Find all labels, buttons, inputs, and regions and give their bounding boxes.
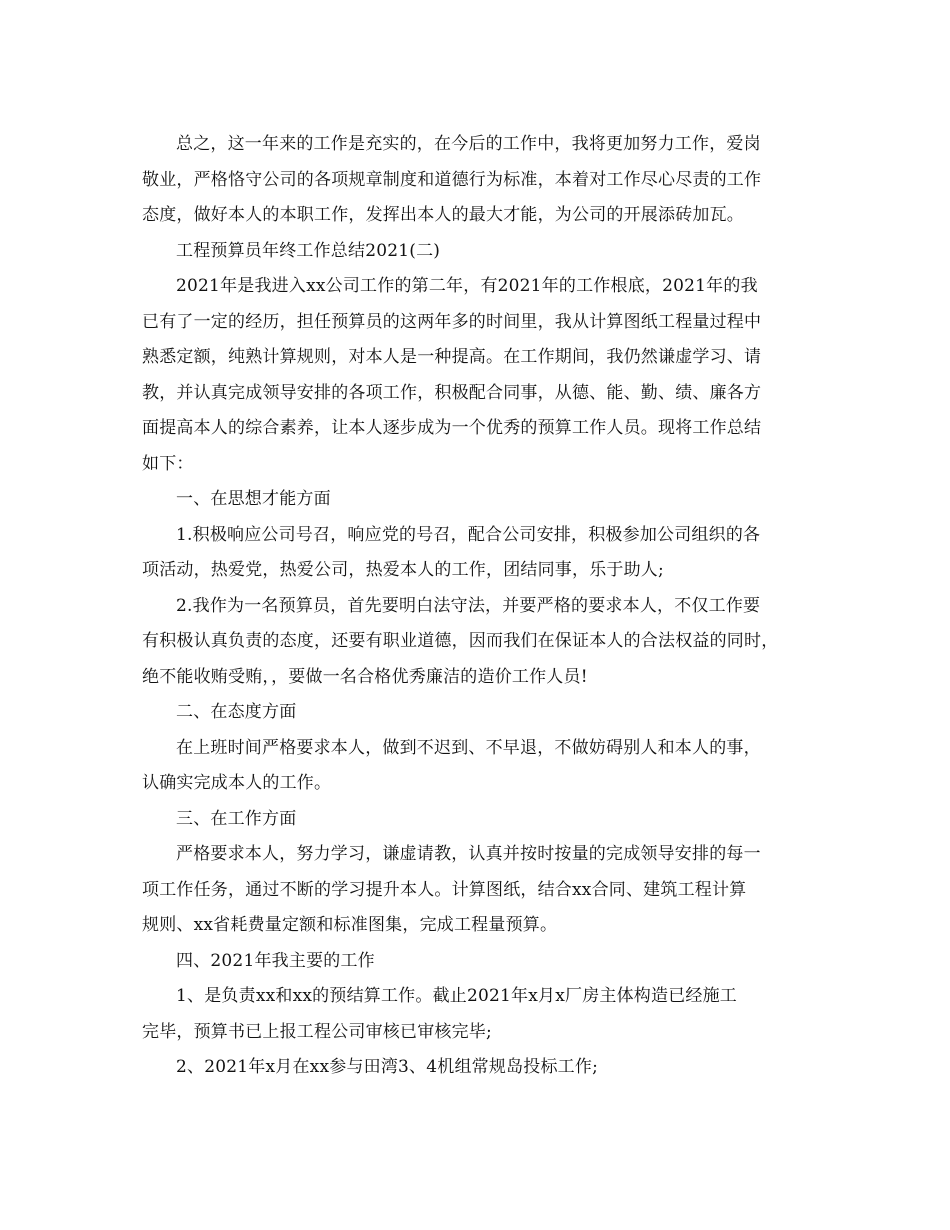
subsection-heading: 三、在工作方面 [176,809,297,829]
paragraph-line: 2、2021年x月在xx参与田湾3、4机组常规岛投标工作; [176,1057,599,1077]
paragraph-line: 如下： [142,454,194,474]
paragraph-line: 规则、xx省耗费量定额和标准图集，完成工程量预算。 [142,915,558,935]
paragraph-line: 2.我作为一名预算员，首先要明白法守法，并要严格的要求本人，不仅工作要 [176,596,761,616]
subsection-heading: 二、在态度方面 [176,702,297,722]
paragraph-line: 1.积极响应公司号召，响应党的号召，配合公司安排，积极参加公司组织的各 [176,525,761,545]
paragraph-line: 敬业，严格恪守公司的各项规章制度和道德行为标准，本着对工作尽心尽责的工作 [142,170,762,190]
paragraph-line: 严格要求本人，努力学习，谦虚请教，认真并按时按量的完成领导安排的每一 [176,844,761,864]
paragraph-line: 1、是负责xx和xx的预结算工作。截止2021年x月x厂房主体构造已经施工 [176,986,738,1006]
subsection-heading: 四、2021年我主要的工作 [176,951,375,971]
paragraph-line: 项工作任务，通过不断的学习提升本人。计算图纸，结合xx合同、建筑工程计算 [142,880,747,900]
paragraph-line: 面提高本人的综合素养，让本人逐步成为一个优秀的预算工作人员。现将工作总结 [142,418,762,438]
paragraph-line: 总之，这一年来的工作是充实的，在今后的工作中，我将更加努力工作，爱岗 [176,134,761,154]
paragraph-line: 2021年是我进入xx公司工作的第二年，有2021年的工作根底，2021年的我 [176,276,758,296]
paragraph-line: 教，并认真完成领导安排的各项工作，积极配合同事，从德、能、勤、绩、廉各方 [142,383,762,403]
paragraph-line: 认确实完成本人的工作。 [142,773,332,793]
paragraph-line: 有积极认真负责的态度，还要有职业道德，因而我们在保证本人的合法权益的同时， [142,631,779,651]
paragraph-line: 态度，做好本人的本职工作，发挥出本人的最大才能，为公司的开展添砖加瓦。 [142,205,744,225]
paragraph-line: 绝不能收贿受贿，，要做一名合格优秀廉洁的造价工作人员! [142,667,588,687]
paragraph-line: 已有了一定的经历，担任预算员的这两年多的时间里，我从计算图纸工程量过程中 [142,312,762,332]
subsection-heading: 一、在思想才能方面 [176,489,331,509]
section-title: 工程预算员年终工作总结2021(二) [176,241,441,261]
paragraph-line: 熟悉定额，纯熟计算规则，对本人是一种提高。在工作期间，我仍然谦虚学习、请 [142,347,762,367]
paragraph-line: 完毕，预算书已上报工程公司审核已审核完毕; [142,1022,492,1042]
paragraph-line: 在上班时间严格要求本人，做到不迟到、不早退，不做妨碍别人和本人的事， [176,738,761,758]
paragraph-line: 项活动，热爱党，热爱公司，热爱本人的工作，团结同事，乐于助人; [142,560,664,580]
